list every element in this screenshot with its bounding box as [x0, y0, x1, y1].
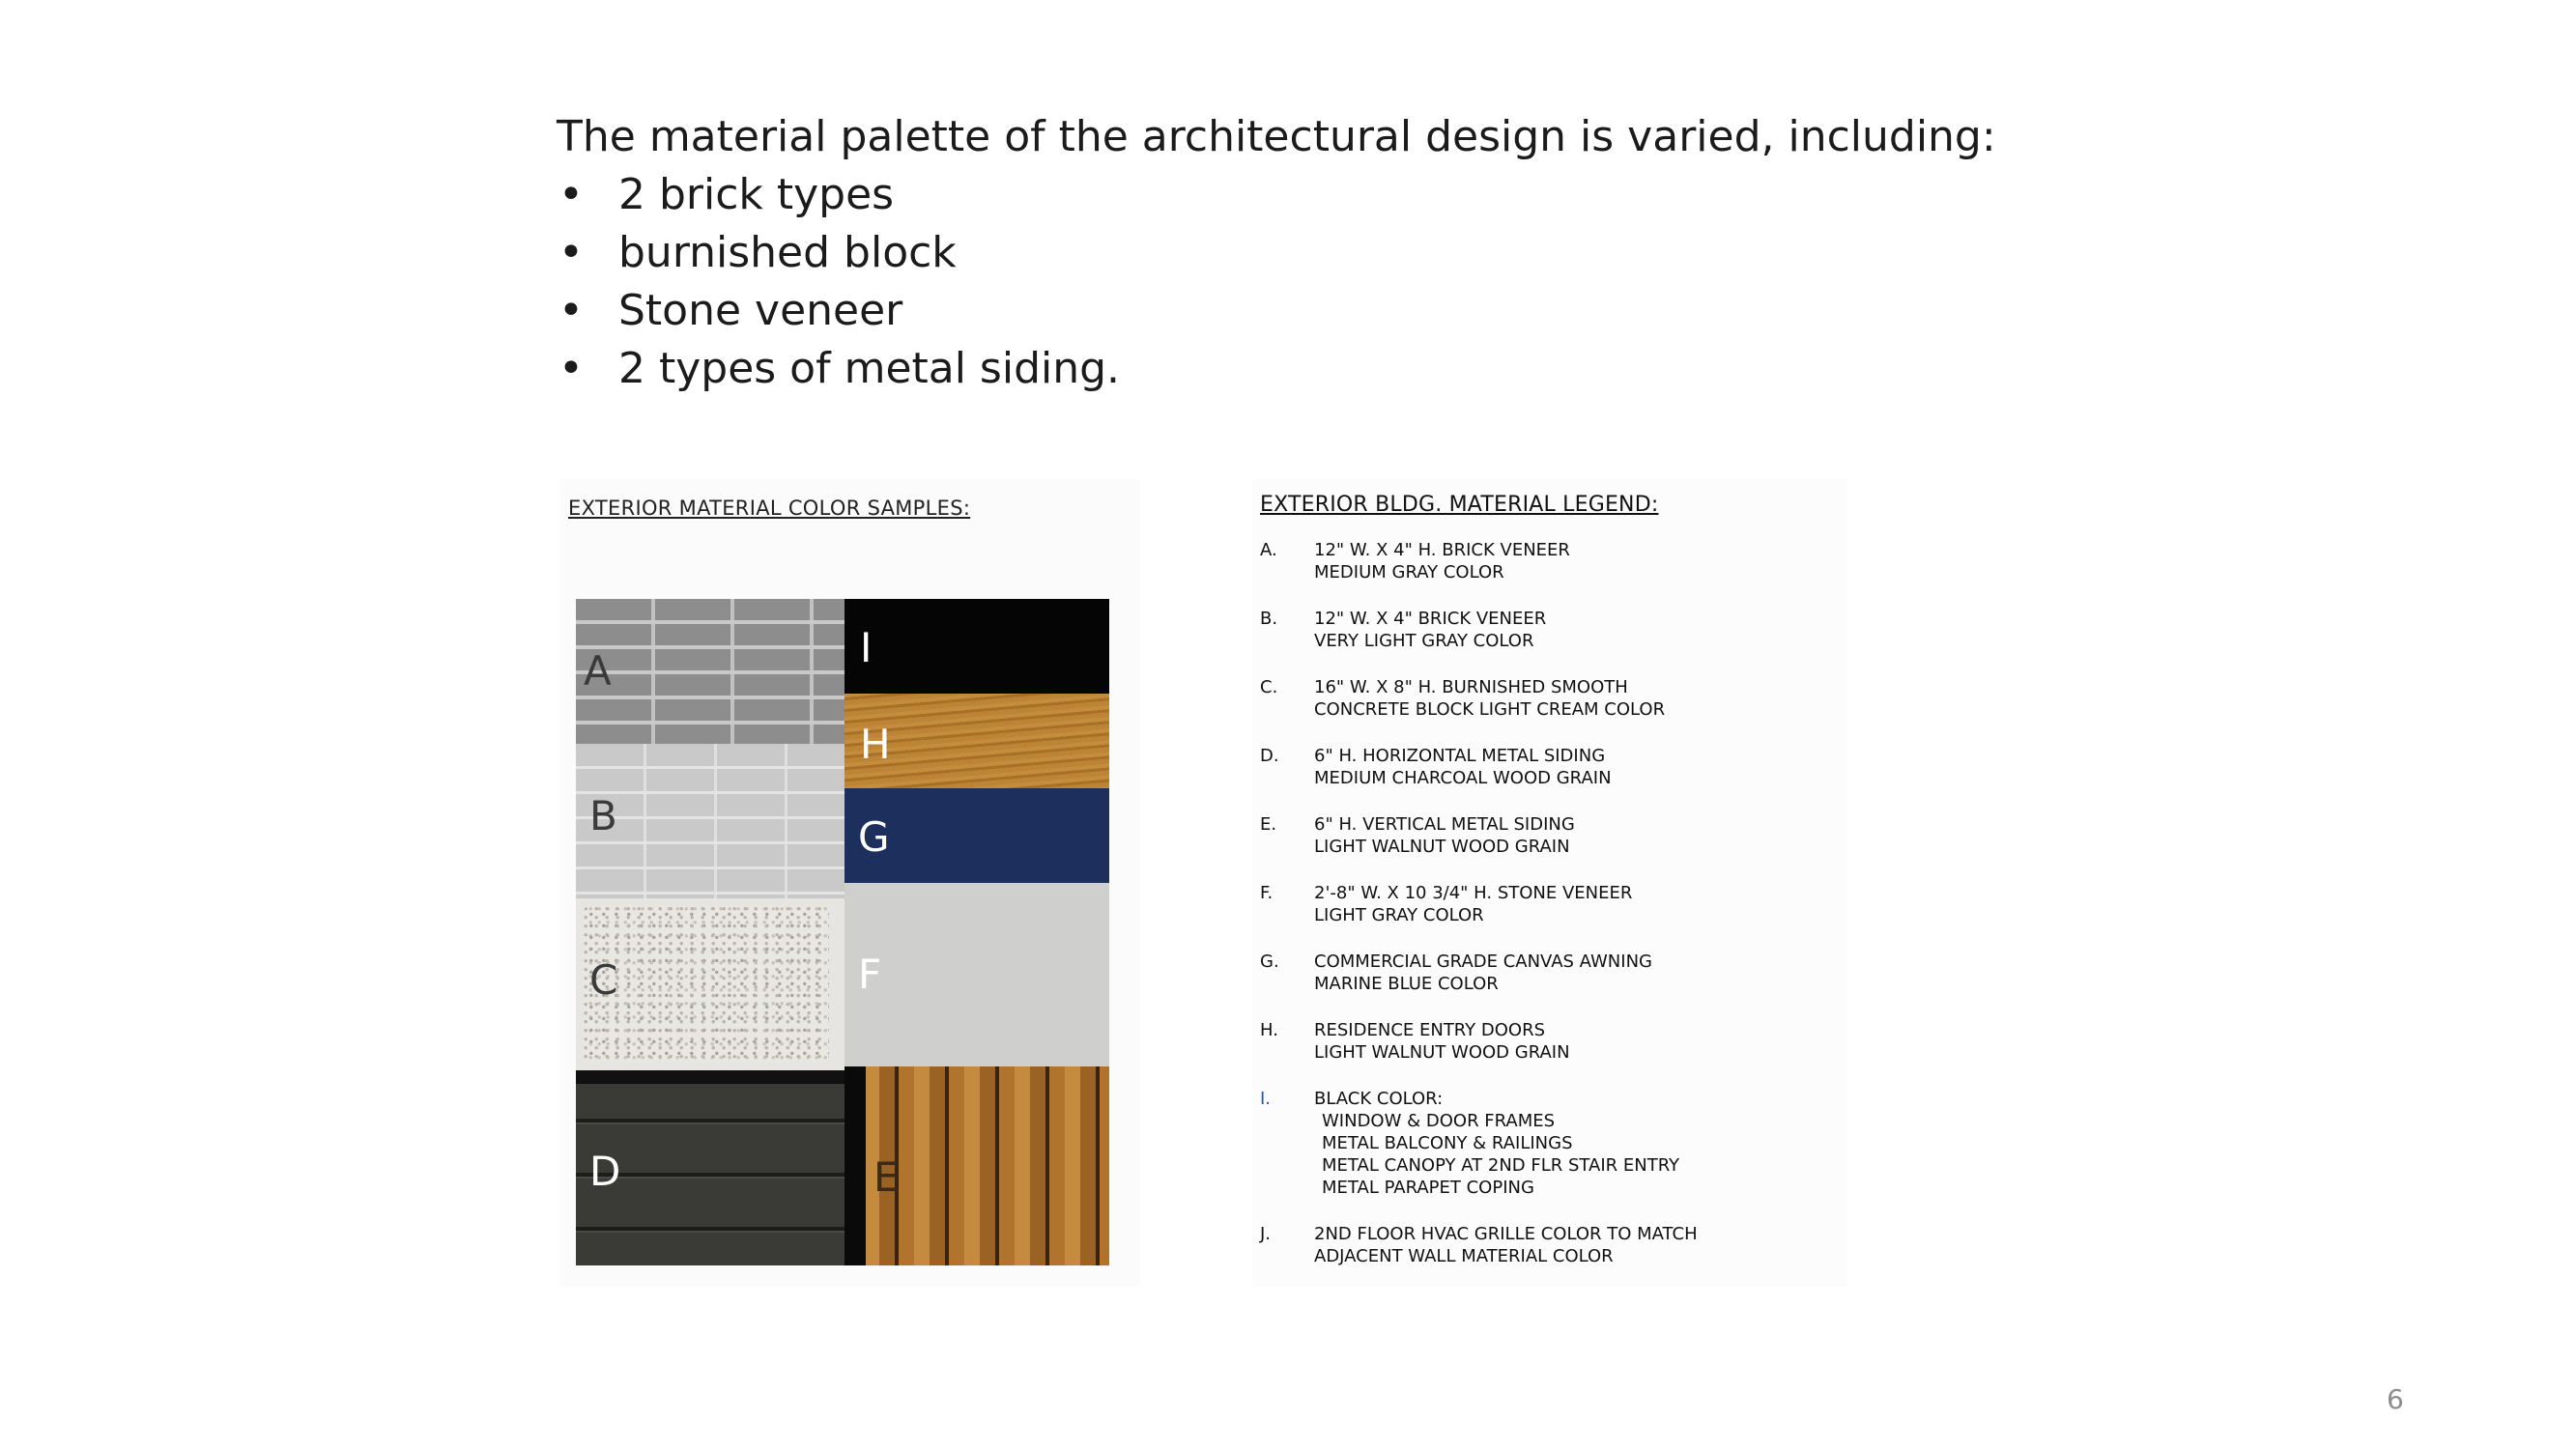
- legend-text: [1314, 676, 1665, 721]
- bullet-icon: •: [558, 344, 584, 393]
- legend-line: LIGHT WALNUT WOOD GRAIN: [1314, 1042, 1570, 1063]
- legend-line: 6" H. HORIZONTAL METAL SIDING: [1314, 746, 1606, 766]
- legend-line: BLACK COLOR:: [1314, 1089, 1444, 1109]
- legend-line: COMMERCIAL GRADE CANVAS AWNING: [1314, 952, 1652, 972]
- legend-line: LIGHT WALNUT WOOD GRAIN: [1314, 837, 1570, 857]
- bullet-text: burnished block: [618, 228, 957, 277]
- legend-text: [1314, 1019, 1570, 1064]
- legend-key: G.: [1260, 952, 1279, 972]
- legend-key: B.: [1260, 609, 1278, 629]
- intro-text-block: [557, 108, 2006, 398]
- swatch-g-marine-blue: [844, 788, 1109, 883]
- legend-subline: METAL PARAPET COPING: [1322, 1178, 1534, 1198]
- legend-line: 2'-8" W. X 10 3/4" H. STONE VENEER: [1314, 883, 1633, 903]
- legend-line: MARINE BLUE COLOR: [1314, 974, 1499, 994]
- samples-title: EXTERIOR MATERIAL COLOR SAMPLES:: [568, 497, 971, 520]
- material-samples-panel: [560, 479, 1140, 1287]
- legend-line: 16" W. X 8" H. BURNISHED SMOOTH: [1314, 677, 1628, 697]
- legend-line: MEDIUM GRAY COLOR: [1314, 562, 1504, 582]
- bullet-icon: •: [558, 286, 584, 335]
- legend-text: [1314, 1223, 1698, 1267]
- bullet-icon: •: [558, 170, 584, 219]
- legend-line: LIGHT GRAY COLOR: [1314, 905, 1484, 925]
- legend-line: CONCRETE BLOCK LIGHT CREAM COLOR: [1314, 699, 1666, 720]
- legend-text: [1314, 539, 1570, 583]
- legend-text: [1314, 608, 1546, 652]
- legend-key: F.: [1260, 883, 1274, 903]
- swatch-h-walnut: [844, 694, 1109, 788]
- legend-text: [1314, 882, 1632, 926]
- legend-title: EXTERIOR BLDG. MATERIAL LEGEND:: [1260, 493, 1659, 517]
- page-number: 6: [2387, 1383, 2404, 1415]
- bullet-text: 2 brick types: [618, 170, 895, 219]
- legend-key: E.: [1260, 814, 1277, 835]
- legend-text: [1314, 1088, 1679, 1199]
- legend-text: [1314, 813, 1575, 858]
- legend-line: ADJACENT WALL MATERIAL COLOR: [1314, 1246, 1614, 1266]
- swatch-i-black: [844, 599, 1109, 694]
- legend-key: J.: [1260, 1224, 1272, 1244]
- swatch-e-vertical-siding: [844, 1066, 1109, 1265]
- legend-text: [1314, 951, 1652, 995]
- material-bullet-list: [557, 166, 2006, 398]
- swatch-label: B: [589, 792, 617, 839]
- legend-line: 2ND FLOOR HVAC GRILLE COLOR TO MATCH: [1314, 1224, 1698, 1244]
- siding-edge-strip: [844, 1066, 866, 1265]
- legend-line: 6" H. VERTICAL METAL SIDING: [1314, 814, 1575, 835]
- swatch-c-burnished-block: [576, 898, 844, 1070]
- legend-line: RESIDENCE ENTRY DOORS: [1314, 1020, 1546, 1040]
- swatch-label: H: [860, 721, 891, 768]
- bullet-item: [557, 340, 2006, 398]
- bullet-text: Stone veneer: [618, 286, 903, 335]
- swatch-d-horizontal-siding: [576, 1070, 844, 1265]
- material-legend-panel: [1252, 479, 1847, 1287]
- swatch-label: D: [589, 1148, 621, 1195]
- intro-heading: The material palette of the architectural design is varied, including:: [557, 112, 1996, 161]
- legend-line: MEDIUM CHARCOAL WOOD GRAIN: [1314, 768, 1612, 788]
- legend-key: D.: [1260, 746, 1279, 766]
- swatch-label: E: [873, 1153, 900, 1201]
- bullet-item: [557, 224, 2006, 282]
- swatch-label: A: [584, 647, 612, 695]
- swatch-label: G: [858, 813, 890, 861]
- swatch-label: C: [589, 956, 618, 1004]
- legend-subline: WINDOW & DOOR FRAMES: [1322, 1111, 1556, 1131]
- swatch-label: I: [860, 624, 873, 671]
- bullet-item: [557, 166, 2006, 224]
- swatch-label: F: [858, 951, 882, 998]
- swatch-a-brick: [576, 599, 844, 744]
- legend-key: H.: [1260, 1020, 1278, 1040]
- legend-line: 12" W. X 4" BRICK VENEER: [1314, 609, 1547, 629]
- legend-subline: METAL BALCONY & RAILINGS: [1322, 1133, 1573, 1153]
- swatch-f-stone-veneer: [844, 883, 1109, 1066]
- legend-subline: METAL CANOPY AT 2ND FLR STAIR ENTRY: [1322, 1155, 1680, 1176]
- bullet-item: [557, 282, 2006, 340]
- legend-key: A.: [1260, 540, 1277, 560]
- legend-line: VERY LIGHT GRAY COLOR: [1314, 631, 1534, 651]
- swatch-b-brick: [576, 744, 844, 898]
- siding-header-strip: [576, 1070, 844, 1084]
- block-texture: [584, 906, 829, 1063]
- legend-line: 12" W. X 4" H. BRICK VENEER: [1314, 540, 1570, 560]
- bullet-text: 2 types of metal siding.: [618, 344, 1121, 393]
- legend-key: C.: [1260, 677, 1278, 697]
- swatch-board: [576, 599, 1109, 1265]
- legend-key: I.: [1260, 1089, 1272, 1109]
- bullet-icon: •: [558, 228, 584, 277]
- legend-text: [1314, 745, 1612, 789]
